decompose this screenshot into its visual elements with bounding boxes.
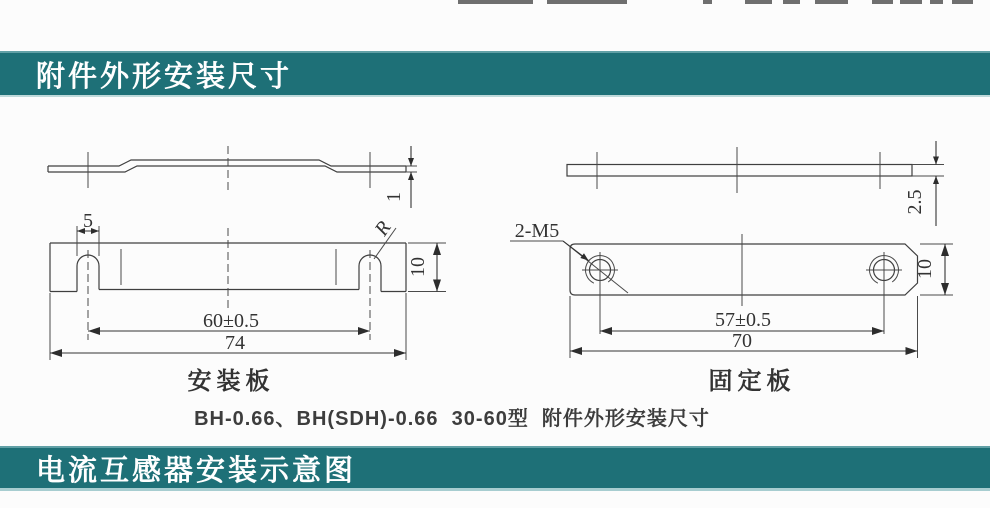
fixing-plate-front-view [510, 220, 953, 395]
hole-centerlines [866, 252, 902, 288]
dimension-slot-width-5 [77, 210, 99, 256]
dim-plate-thickness: 1 [383, 192, 405, 202]
dim-slot-radius: R [370, 217, 396, 240]
section-banner-top-label: 附件外形安装尺寸 [36, 60, 293, 93]
dim-hole-spacing: 57±0.5 [715, 309, 771, 331]
mounting-plate-front-view [50, 210, 446, 395]
fixing-plate-label: 固定板 [708, 369, 796, 395]
dim-plate-height: 10 [407, 257, 429, 277]
plate-profile-bottom [48, 166, 406, 172]
mounting-plate-side-view [48, 146, 417, 208]
plate-outline [570, 244, 918, 295]
figure-caption: BH-0.66、BH(SDH)-0.66 30-60型 附件外形安装尺寸 [194, 408, 710, 430]
dimension-height-10-right [914, 244, 953, 295]
threaded-hole-right [865, 251, 904, 290]
dimension-thickness-2-5 [904, 141, 944, 226]
dimension-height-10-left [407, 243, 446, 292]
thread-spec-callout [510, 220, 628, 293]
dimension-slot-spacing-60 [88, 310, 370, 332]
section-banner-bottom-label: 电流互感器安装示意图 [36, 454, 357, 487]
plate-end-caps [48, 166, 406, 172]
dimension-thickness-1 [383, 146, 417, 208]
dim-overall-length: 70 [732, 330, 752, 352]
mounting-plate-label: 安装板 [187, 369, 275, 395]
dim-plate-height: 10 [914, 259, 936, 279]
dim-slot-spacing: 60±0.5 [203, 310, 259, 332]
fixing-plate-side-view [567, 141, 944, 226]
plate-profile-top [48, 160, 406, 166]
dim-overall-length: 74 [225, 332, 245, 354]
dim-plate-thickness: 2.5 [904, 189, 926, 215]
extension-lines [406, 166, 417, 172]
extension-lines [912, 165, 944, 177]
slot-radius-callout [370, 217, 396, 259]
plate-profile [567, 165, 912, 177]
dim-thread-spec: 2-M5 [514, 220, 560, 242]
dim-slot-width: 5 [83, 210, 93, 232]
